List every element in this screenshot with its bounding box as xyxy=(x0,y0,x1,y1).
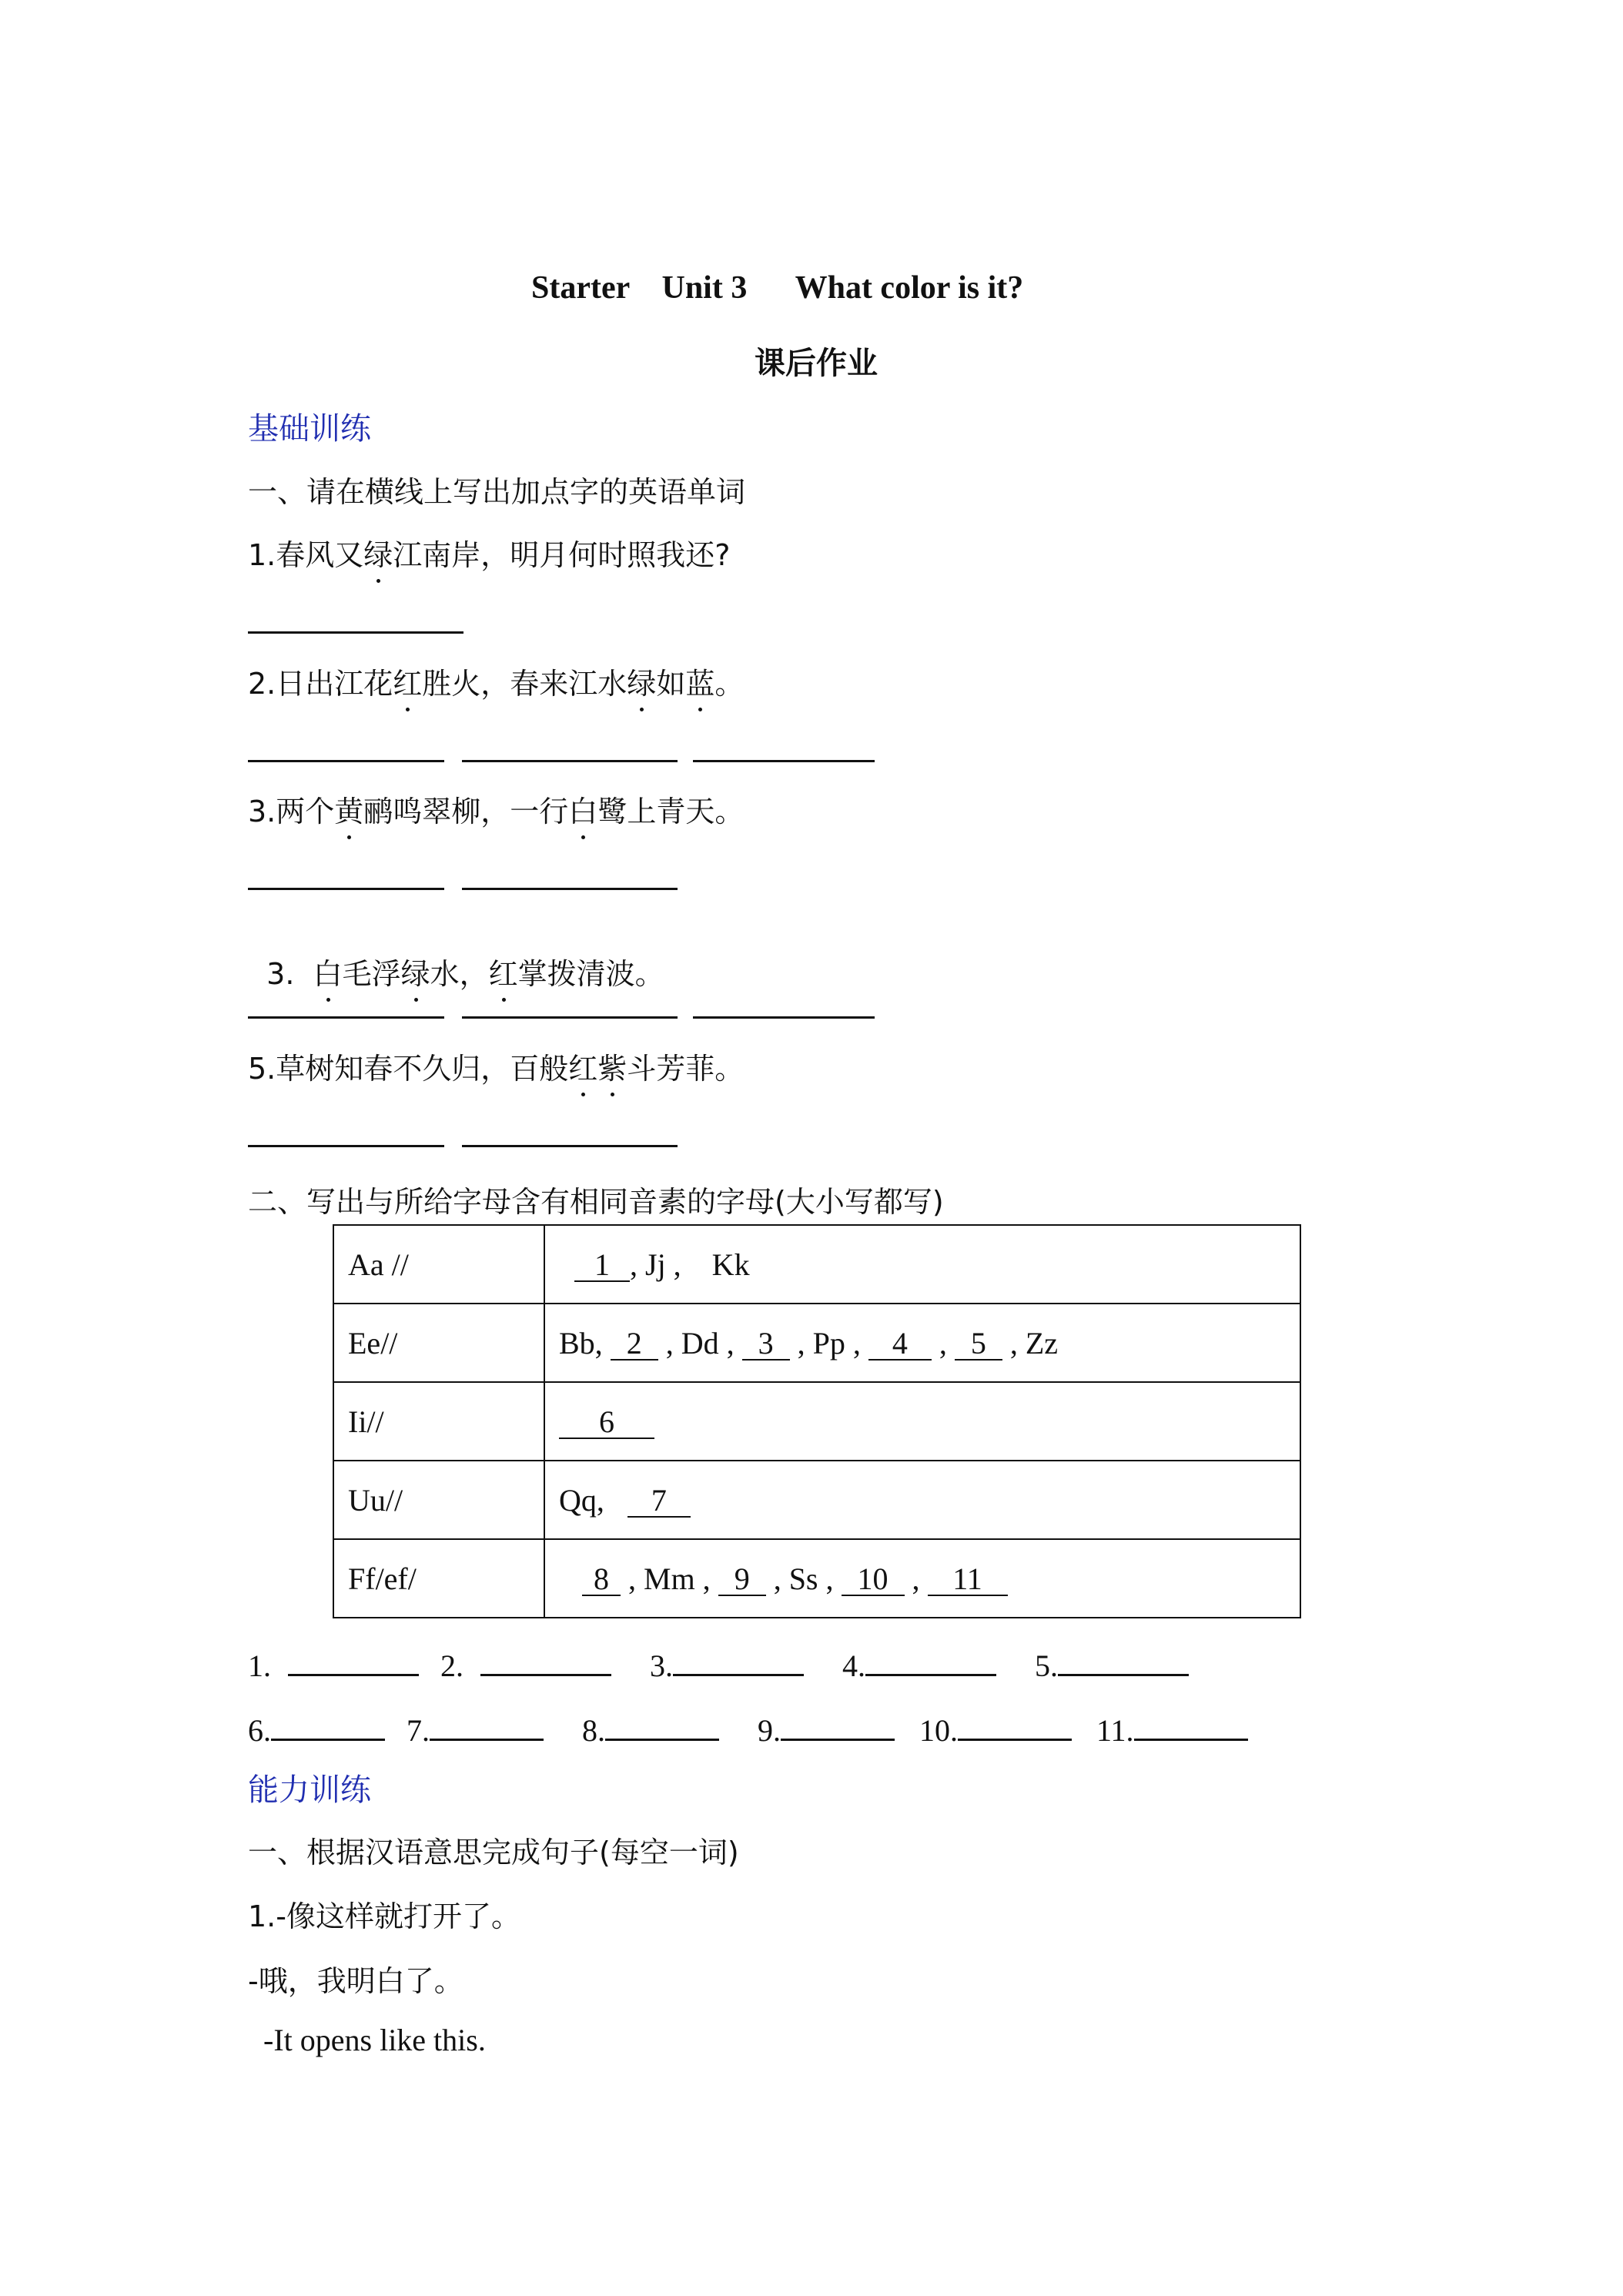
answer-blank[interactable] xyxy=(248,1145,444,1147)
section-heading-ability: 能力训练 xyxy=(248,1772,371,1808)
answer-blank[interactable] xyxy=(462,888,678,890)
answer-line-9[interactable] xyxy=(781,1715,895,1741)
answer-line-8[interactable] xyxy=(605,1715,719,1741)
poem-item-3: 3.两个黄鹂鸣翠柳，一行白鹭上青天。 xyxy=(248,788,744,830)
answer-row-2: 6. 7. 8. 9. 10. 11. xyxy=(248,1712,1248,1749)
poem-item-5: 5.草树知春不久归，百般红紫斗芳菲。 xyxy=(248,1045,744,1087)
answer-line-11[interactable] xyxy=(1134,1715,1248,1741)
letter-cell: Ff/ef/ xyxy=(333,1539,544,1618)
answer-line-6[interactable] xyxy=(271,1715,385,1741)
answer-line-3[interactable] xyxy=(673,1651,804,1676)
answer-line-2[interactable] xyxy=(480,1651,611,1676)
answer-blank[interactable] xyxy=(462,760,678,762)
fill-blank-3[interactable]: 3 xyxy=(742,1328,790,1361)
table-row xyxy=(333,1382,1300,1461)
answer-cell: Qq, 7 xyxy=(544,1461,1300,1539)
fill-blank-5[interactable]: 5 xyxy=(955,1328,1002,1361)
answer-blank[interactable] xyxy=(693,760,875,762)
table-row xyxy=(333,1539,1300,1618)
fill-blank-9[interactable]: 9 xyxy=(718,1564,766,1596)
answer-line-10[interactable] xyxy=(958,1715,1072,1741)
answer-cell: 8 , Mm , 9 , Ss , 10 , 11 xyxy=(544,1539,1300,1618)
letter-cell: Uu// xyxy=(333,1461,544,1539)
table-row xyxy=(333,1461,1300,1539)
answer-blank[interactable] xyxy=(248,631,463,634)
part1-instruction: 一、请在横线上写出加点字的英语单词 xyxy=(248,475,746,509)
fill-blank-1[interactable]: 1 xyxy=(574,1250,630,1282)
page-title: Starter Unit 3 What color is it? xyxy=(531,270,1024,306)
sentence-line: 1.-像这样就打开了。 xyxy=(248,1899,520,1933)
letter-cell: Ee// xyxy=(333,1304,544,1382)
answer-line-1[interactable] xyxy=(288,1651,419,1676)
poem-item-4: 3. 白毛浮绿水，红掌拨清波。 xyxy=(248,916,664,992)
letter-cell: Ii// xyxy=(333,1382,544,1461)
fill-blank-7[interactable]: 7 xyxy=(627,1485,691,1518)
sentence-line: -哦，我明白了。 xyxy=(248,1964,463,1998)
poem-item-2: 2.日出江花红胜火，春来江水绿如蓝。 xyxy=(248,660,744,702)
fill-blank-10[interactable]: 10 xyxy=(842,1564,905,1596)
poem-item-1: 1.春风又绿江南岸，明月何时照我还? xyxy=(248,531,730,574)
section-heading-basic: 基础训练 xyxy=(248,411,371,447)
answer-blank[interactable] xyxy=(248,760,444,762)
sentence-line: -It opens like this. xyxy=(263,2023,486,2057)
answer-cell: Bb, 2 , Dd , 3 , Pp , 4 , 5 , Zz xyxy=(544,1304,1300,1382)
phoneme-table xyxy=(333,1224,1301,1618)
answer-row-1: 1. 2. 3. 4. 5. xyxy=(248,1648,1189,1684)
page-subtitle: 课后作业 xyxy=(755,346,878,381)
fill-blank-11[interactable]: 11 xyxy=(928,1564,1008,1596)
table-row xyxy=(333,1225,1300,1304)
answer-blank[interactable] xyxy=(462,1145,678,1147)
answer-blank[interactable] xyxy=(462,1016,678,1019)
answer-line-7[interactable] xyxy=(430,1715,544,1741)
answer-blank[interactable] xyxy=(693,1016,875,1019)
fill-blank-8[interactable]: 8 xyxy=(582,1564,621,1596)
table-row xyxy=(333,1304,1300,1382)
answer-line-5[interactable] xyxy=(1058,1651,1189,1676)
ability-part1-instruction: 一、根据汉语意思完成句子(每空一词) xyxy=(248,1836,739,1869)
answer-line-4[interactable] xyxy=(865,1651,996,1676)
fill-blank-6[interactable]: 6 xyxy=(559,1407,654,1439)
answer-cell: 1 , Jj , Kk xyxy=(544,1225,1300,1304)
fill-blank-2[interactable]: 2 xyxy=(611,1328,658,1361)
fill-blank-4[interactable]: 4 xyxy=(868,1328,932,1361)
part2-instruction: 二、写出与所给字母含有相同音素的字母(大小写都写) xyxy=(248,1185,944,1219)
answer-blank[interactable] xyxy=(248,888,444,890)
answer-cell xyxy=(544,1382,1300,1461)
letter-cell: Aa // xyxy=(333,1225,544,1304)
answer-blank[interactable] xyxy=(248,1016,444,1019)
